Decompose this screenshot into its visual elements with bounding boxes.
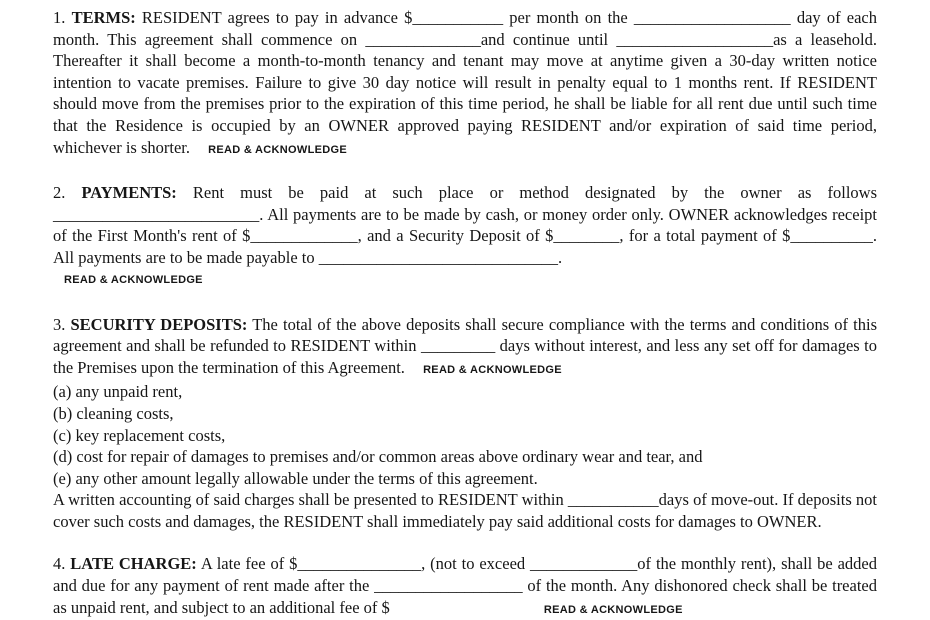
section-payments-body: Rent must be paid at such place or method designated by the owner as follows _________________________. All payments are to be made by cash, or money order only. OWNER acknowledges receipt of the First Month's rent of $_____________, and a Security Deposit of $________, for a total payment of $__________. All payments are to be made payable to _____________________________.	[53, 183, 878, 267]
section-security-deposits	[53, 314, 877, 382]
security-deduction-list	[53, 381, 877, 489]
accounting-paragraph: A written accounting of said charges shall be presented to RESIDENT within ___________days of move-out. If deposits not cover such costs and damages, the RESIDENT shall immediately pay said additional costs for damages to OWNER.	[53, 490, 877, 531]
read-acknowledge-label: READ & ACKNOWLEDGE	[208, 143, 347, 156]
section-payments-number: 2.	[53, 183, 66, 203]
section-terms-body: RESIDENT agrees to pay in advance $___________ per month on the ___________________ day of each month. This agreement shall commence on ______________and continue until ___________________as a leasehold. Thereafter it shall become a month-to-month tenancy and tenant may move at anytime given a 30-day written notice intention to vacate premises. Failure to give 30 day notice will result in penalty equal to 1 months rent. If RESIDENT should move from the premises prior to the expiration of this time period, he shall be liable for all rent due until such time that the Residence is occupied by an OWNER approved paying RESIDENT and/or expiration of said time period, whichever is shorter.	[53, 8, 878, 157]
read-acknowledge-label: READ & ACKNOWLEDGE	[423, 363, 562, 376]
section-late-charge-title: LATE CHARGE:	[70, 554, 197, 574]
section-security-deposits-body: The total of the above deposits shall secure compliance with the terms and conditions of this agreement and shall be refunded to RESIDENT within _________ days without interest, and less any set off for damages to the Premises upon the termination of this Agreement.	[53, 314, 878, 377]
section-security-deposits-number: 3.	[53, 314, 66, 334]
section-late-charge-number: 4.	[53, 554, 66, 574]
section-late-charge-body: A late fee of $_______________, (not to exceed _____________of the monthly rent), shall be added and due for any payment of rent made after the __________________ of the month. Any dishonored check shall be treated as unpaid rent, and subject to an additional fee of $	[53, 554, 878, 617]
section-terms	[53, 7, 877, 161]
deduction-item-e: (e) any other amount legally allowable under the terms of this agreement.	[53, 468, 538, 488]
section-late-charge	[53, 553, 877, 620]
deduction-item-d: (d) cost for repair of damages to premises and/or common areas above ordinary wear and tear, and	[53, 447, 703, 467]
deduction-item-c: (c) key replacement costs,	[53, 425, 226, 445]
read-acknowledge-label: READ & ACKNOWLEDGE	[543, 603, 683, 616]
section-security-deposits-title: SECURITY DEPOSITS:	[70, 314, 248, 334]
read-acknowledge-line	[64, 270, 877, 288]
section-payments	[53, 182, 877, 268]
section-payments-title: PAYMENTS:	[81, 183, 177, 203]
read-acknowledge-label: READ & ACKNOWLEDGE	[64, 273, 203, 286]
section-terms-number: 1.	[53, 8, 66, 27]
deduction-item-a: (a) any unpaid rent,	[53, 382, 183, 402]
section-terms-title: TERMS:	[71, 8, 136, 27]
deduction-item-b: (b) cleaning costs,	[53, 403, 174, 423]
